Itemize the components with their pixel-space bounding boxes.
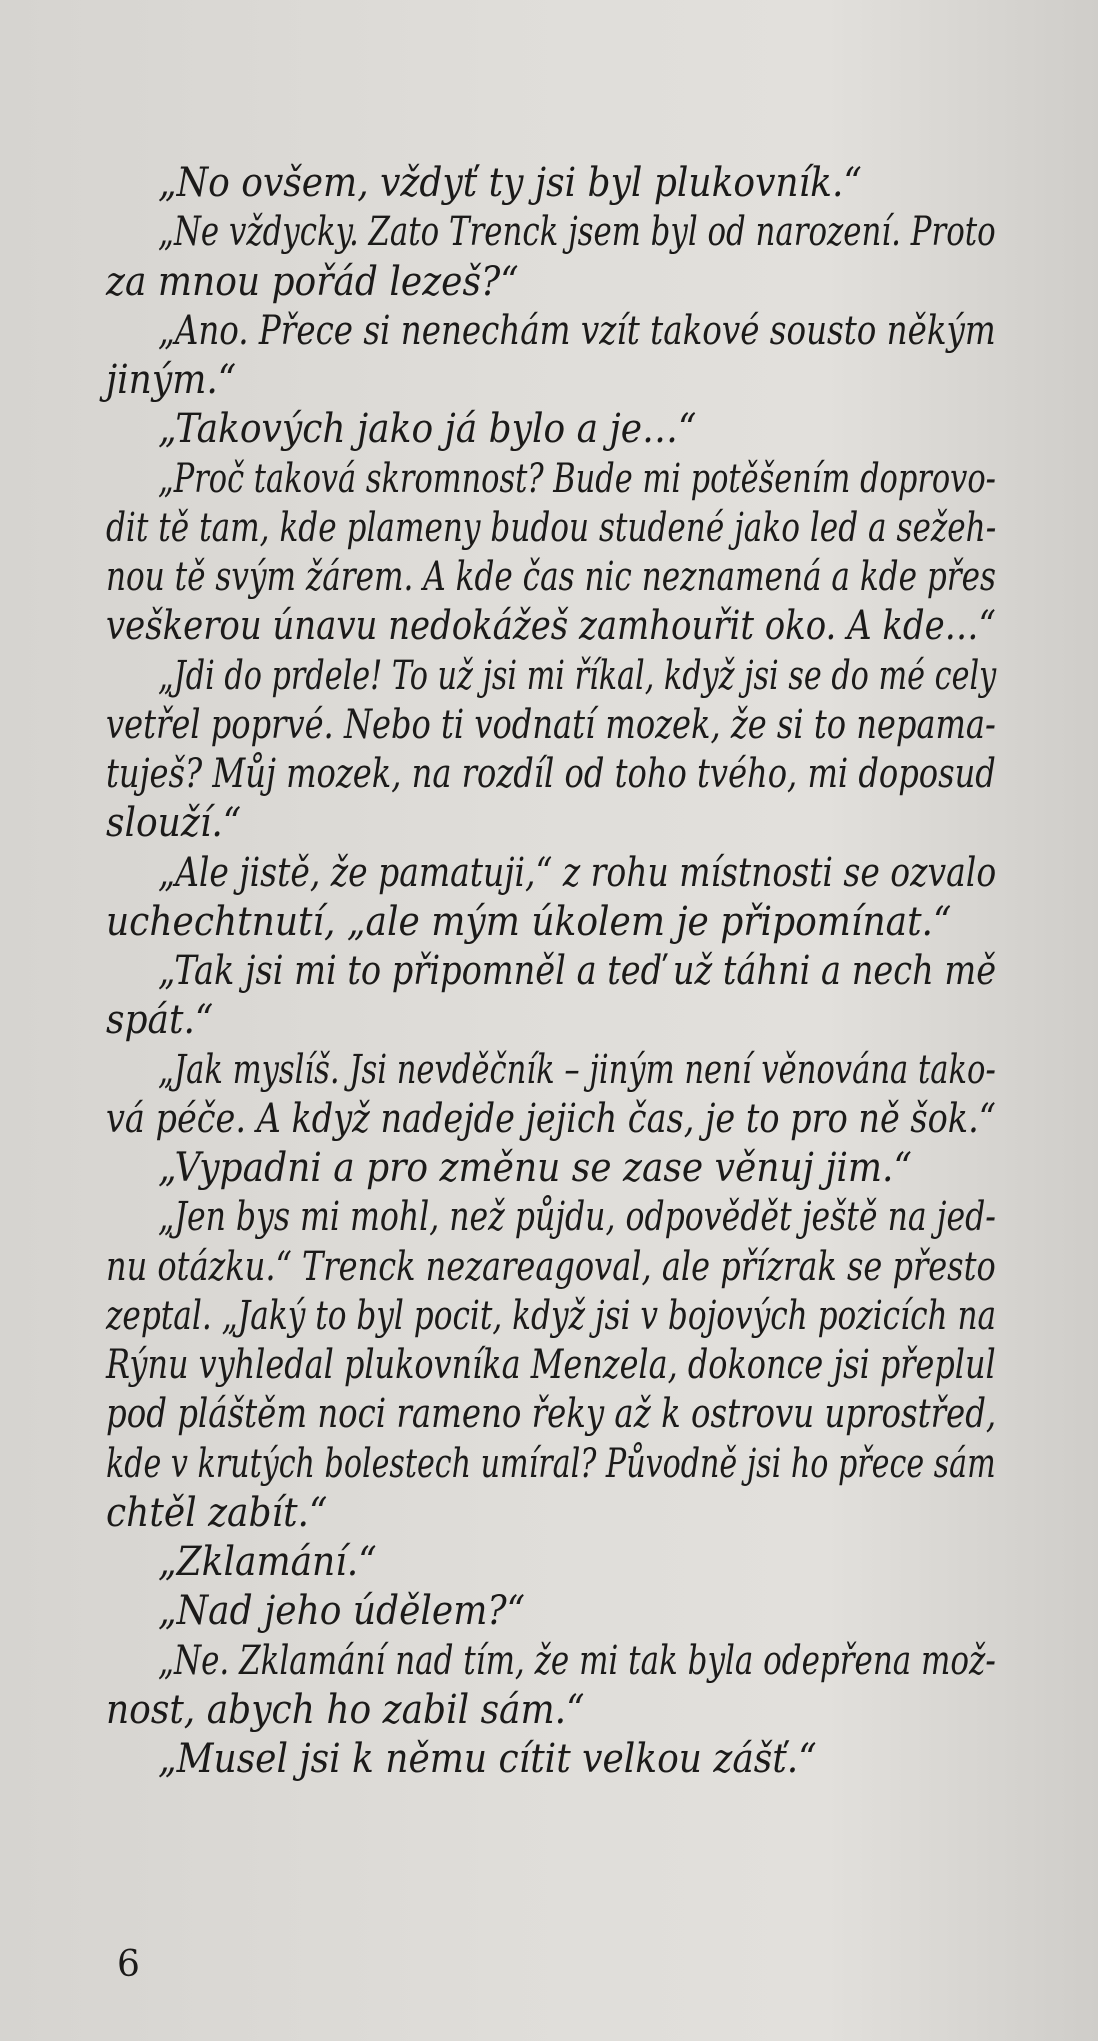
page-number: 6	[117, 1944, 140, 1985]
text-line: jiným.“	[106, 357, 237, 403]
text-line: „Proč taková skromnost? Bude mi potěšením doprovo-	[158, 455, 996, 502]
text-line: veškerou únavu nedokážeš zamhouřit oko. A kde…“	[106, 603, 996, 650]
text-line: vá péče. A když nadejde jejich čas, je to pro ně šok.“	[106, 1095, 996, 1142]
text-line: „Tak jsi mi to připomněl a teď už táhni a nech mě	[158, 948, 997, 994]
text-line: „Musel jsi k němu cítit velkou zášť.“	[158, 1736, 817, 1782]
text-line: „Jen bys mi mohl, než půjdu, odpovědět ještě na jed-	[158, 1194, 996, 1241]
text-line: „No ovšem, vždyť ty jsi byl plukovník.“	[158, 160, 862, 206]
text-line: „Vypadni a pro změnu se zase věnuj jim.“	[158, 1145, 912, 1191]
text-line: zeptal. „Jaký to byl pocit, když jsi v bojových pozicích na	[106, 1292, 997, 1339]
text-line: slouží.“	[106, 800, 242, 847]
text-line: chtěl zabít.“	[106, 1489, 328, 1536]
text-line: Rýnu vyhledal plukovníka Menzela, dokonce jsi přeplul	[106, 1342, 996, 1388]
text-line: „Takových jako já bylo a je…“	[158, 406, 697, 453]
text-line: za mnou pořád lezeš?“	[106, 258, 519, 305]
text-line: „Jak myslíš. Jsi nevděčník – jiným není věnována tako-	[158, 1046, 996, 1093]
text-line: spát.“	[106, 997, 214, 1044]
text-line: „Ne vždycky. Zato Trenck jsem byl od narození. Proto	[158, 209, 996, 256]
text-line: „Zklamání.“	[158, 1539, 377, 1585]
text-line: „Ne. Zklamání nad tím, že mi tak byla odepřena mož-	[158, 1637, 996, 1684]
text-line: „Ale jistě, že pamatuji,“ z rohu místnosti se ozvalo	[158, 849, 997, 896]
text-line: uchechtnutí, „ale mým úkolem je připomínat.“	[106, 898, 952, 945]
text-line: dit tě tam, kde plameny budou studené jako led a sežeh-	[106, 504, 997, 551]
text-line: pod pláštěm noci rameno řeky až k ostrovu uprostřed,	[106, 1391, 997, 1438]
text-line: nou tě svým žárem. A kde čas nic neznamená a kde přes	[106, 554, 996, 600]
text-line: „Ano. Přece si nenechám vzít takové sousto někým	[158, 307, 996, 354]
text-line: „Nad jeho údělem?“	[158, 1588, 526, 1635]
text-line: nost, abych ho zabil sám.“	[106, 1686, 585, 1733]
text-line: nu otázku.“ Trenck nezareagoval, ale přízrak se přesto	[106, 1243, 996, 1290]
text-line: „Jdi do prdele! To už jsi mi říkal, když jsi se do mé cely	[158, 652, 997, 699]
text-line: kde v krutých bolestech umíral? Původně jsi ho přece sám	[106, 1440, 996, 1487]
text-line: tuješ? Můj mozek, na rozdíl od toho tvého, mi doposud	[106, 751, 996, 797]
text-line: vetřel poprvé. Nebo ti vodnatí mozek, že si to nepama-	[106, 701, 996, 748]
